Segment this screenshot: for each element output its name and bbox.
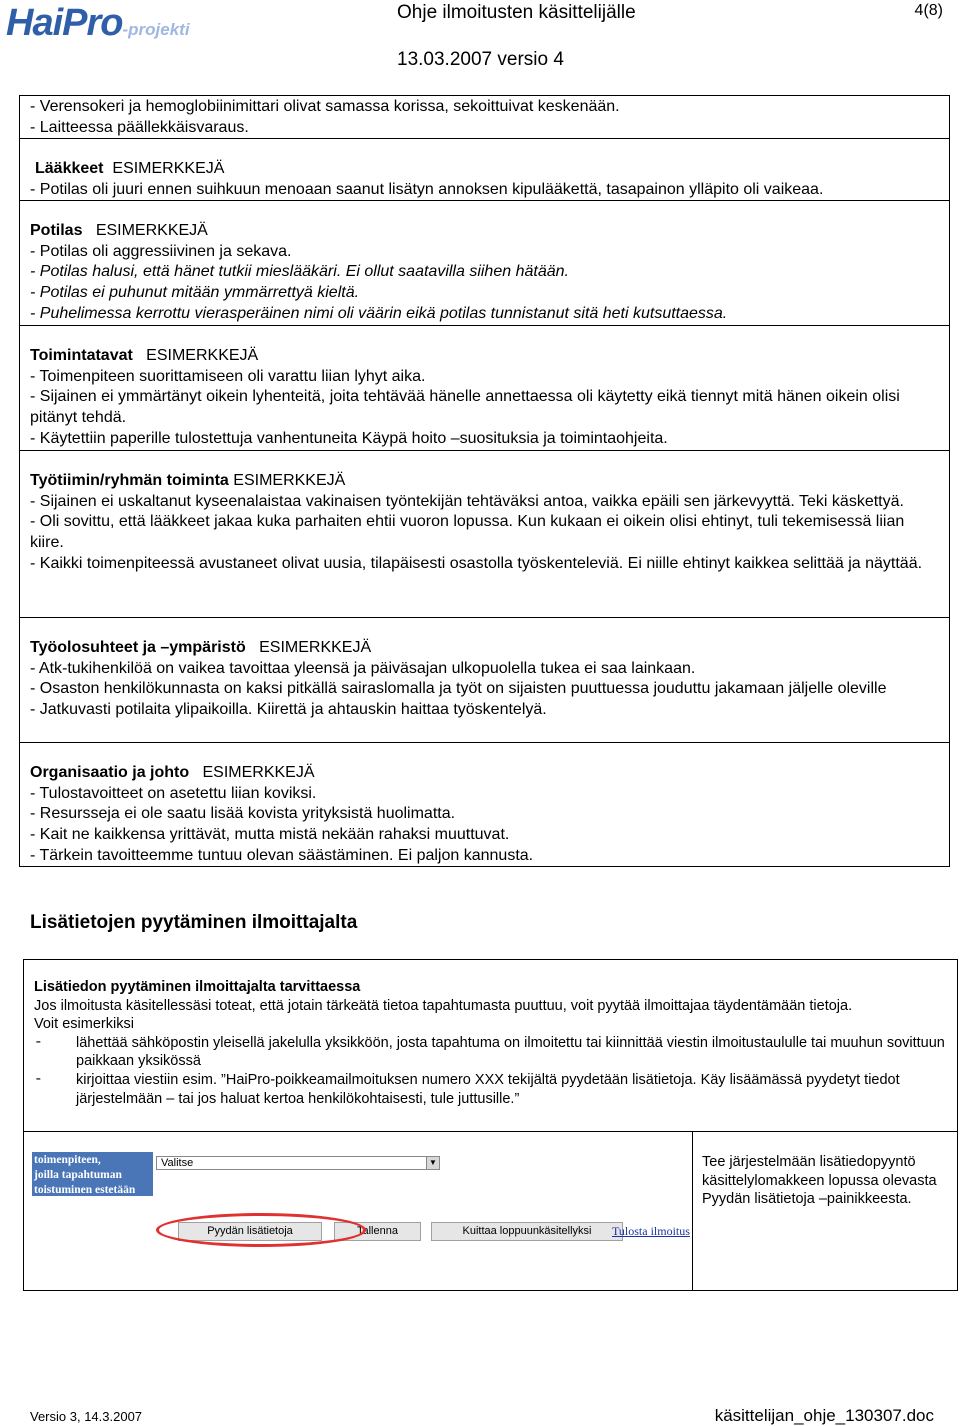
document-title: Ohje ilmoitusten käsittelijälle [397,2,636,23]
text-line: - Potilas oli aggressiivinen ja sekava. [30,242,292,260]
section-heading: Organisaatio ja johto ESIMERKKEJÄ [30,764,315,781]
info-request-instruction: Tee järjestelmään lisätiedopyyntö käsittelylomakkeen lopussa olevasta Pyydän lisätietoja –painikkeesta. [702,1154,937,1208]
logo-main: HaiPro [6,2,123,44]
text-line: - Sijainen ei ymmärtänyt oikein lyhenteitä, joita tehtävää hänelle annettaessa oli käytetty eikä tiennyt mitä hänen oikein olisi pitänyt tehdä. [30,388,900,427]
text-line: - Resursseja ei ole saatu lisää kovista yrityksistä huolimatta. [30,805,456,823]
info-paragraph: Voit esimerkiksi [34,1016,134,1033]
text-line: - Osaston henkilökunnasta on kaksi pitkällä sairaslomalla ja työt on sijaisten puuttuessa jouduttu jakamaan jäljelle oleville [30,680,887,698]
dropdown-arrow-icon[interactable]: ▼ [426,1157,439,1169]
examples-table [19,95,950,867]
section-heading: Potilas ESIMERKKEJÄ [30,222,208,239]
date-version: 13.03.2007 versio 4 [397,49,564,70]
text-line: - Jatkuvasti potilaita ylipaikoilla. Kiirettä ja ahtauskin haittaa työskentelyä. [30,701,547,719]
section-teamwork [20,451,949,618]
haipro-logo [6,2,190,46]
section-environment [20,618,949,743]
text-line: - Laitteessa päällekkäisvaraus. [30,118,249,136]
text-line: - Atk-tukihenkilöä on vaikea tavoittaa yleensä ja päiväsajan ulkopuolella tukea ei saa lainkaan. [30,659,696,677]
section-heading: Lääkkeet ESIMERKKEJÄ [35,160,225,177]
list-item: - kirjoittaa viestiin esim. ”HaiPro-poikkeamailmoituksen numero XXX tekijältä pyydetään lisätietoja. Käy lisäämässä pyydetyt tiedot järjestelmään – tai jos haluat kertoa henkilökohtaisesti, tule juttusille.” [34,1071,900,1107]
section-medicines [20,139,949,201]
action-select[interactable]: Valitse ▼ [156,1156,440,1170]
form-screenshot [32,1152,692,1238]
info-title: Lisätiedon pyytäminen ilmoittajalta tarvittaessa [34,979,361,995]
text-line: - Potilas ei puhunut mitään ymmärrettyä kieltä. [30,284,360,302]
text-line: - Puhelimessa kerrottu vierasperäinen nimi oli väärin eikä potilas tunnistanut sitä heti kutsuttaessa. [30,304,728,322]
column-divider [692,1132,693,1290]
mark-handled-button[interactable]: Kuittaa loppuunkäsitellyksi [431,1222,623,1241]
list-item: - lähettää sähköpostin yleisellä jakelulla yksikköön, josta tapahtuma on ilmoitettu tai kiinnittää viestin ilmoitustaululle tai muuhun sovittuun paikkaan yksikössä [34,1034,945,1070]
text-line: - Tärkein tavoitteemme tuntuu olevan säästäminen. Ei paljon kannusta. [30,846,534,864]
section-heading: Työolosuhteet ja –ympäristö ESIMERKKEJÄ [30,639,372,656]
text-line: - Verensokeri ja hemoglobiinimittari olivat samassa korissa, sekoittuivat keskenään. [30,98,620,115]
text-line: - Käytettiin paperille tulostettuja vanhentuneita Käypä hoito –suosituksia ja toimintaohjeita. [30,429,668,447]
text-line: - Sijainen ei uskaltanut kyseenalaistaa vakinaisen työntekijän tehtäväksi antoa, vaikka epäili sen järkevyyttä. Teki käskettyä. [30,492,904,510]
text-line: - Potilas halusi, että hänet tutkii mieslääkäri. Ei ollut saatavilla siihen hätään. [30,263,569,281]
text-line: - Kait ne kaikkensa yrittävät, mutta mistä nekään rahaksi muuttuvat. [30,826,510,844]
highlight-circle [156,1213,366,1247]
info-request-description [24,960,957,1132]
section-organisation [20,743,949,868]
screenshot-field-label: toimenpiteen, joilla tapahtuman toistuminen estetään [32,1152,153,1196]
page-number: 4(8) [914,2,943,19]
footer-filename: käsittelijan_ohje_130307.doc [714,1406,934,1425]
request-info-button[interactable]: Pyydän lisätietoja [178,1222,322,1241]
text-line: - Toimenpiteen suorittamiseen oli varattu liian lyhyt aika. [30,367,426,385]
section-equipment [20,96,949,139]
save-button[interactable]: Tallenna [334,1222,421,1241]
text-line: - Tulostavoitteet on asetettu liian koviksi. [30,784,317,802]
section-heading: Toimintatavat ESIMERKKEJÄ [30,347,259,364]
text-line: - Oli sovittu, että lääkkeet jakaa kuka parhaiten ehtii vuoron lopussa. Kun kukaan ei oikein olisi ehtinyt, tuli tekemisessä liian kiire. [30,513,905,552]
section-patient [20,201,949,326]
text-line: - Kaikki toimenpiteessä avustaneet olivat uusia, tilapäisesti osastolla työskenteleviä. Ei niille ehtinyt kaikkea selittää ja näyttää. [30,554,923,572]
footer-version: Versio 3, 14.3.2007 [30,1409,143,1424]
print-link[interactable]: Tulosta ilmoitus [612,1224,690,1238]
section-title-additional-info: Lisätietojen pyytäminen ilmoittajalta [30,912,358,933]
info-paragraph: Jos ilmoitusta käsitellessäsi toteat, että jotain tärkeätä tietoa tapahtumasta puuttuu, voit pyytää ilmoittajaa täydentämään tietoja. [34,997,853,1014]
section-practices [20,326,949,451]
info-request-table [23,959,958,1291]
text-line: - Potilas oli juuri ennen suihkuun menoaan saanut lisätyn annoksen kipulääkettä, tasapainon ylläpito oli vaikeaa. [30,180,824,198]
logo-sub: -projekti [122,20,190,39]
section-heading: Työtiimin/ryhmän toiminta ESIMERKKEJÄ [30,472,346,489]
